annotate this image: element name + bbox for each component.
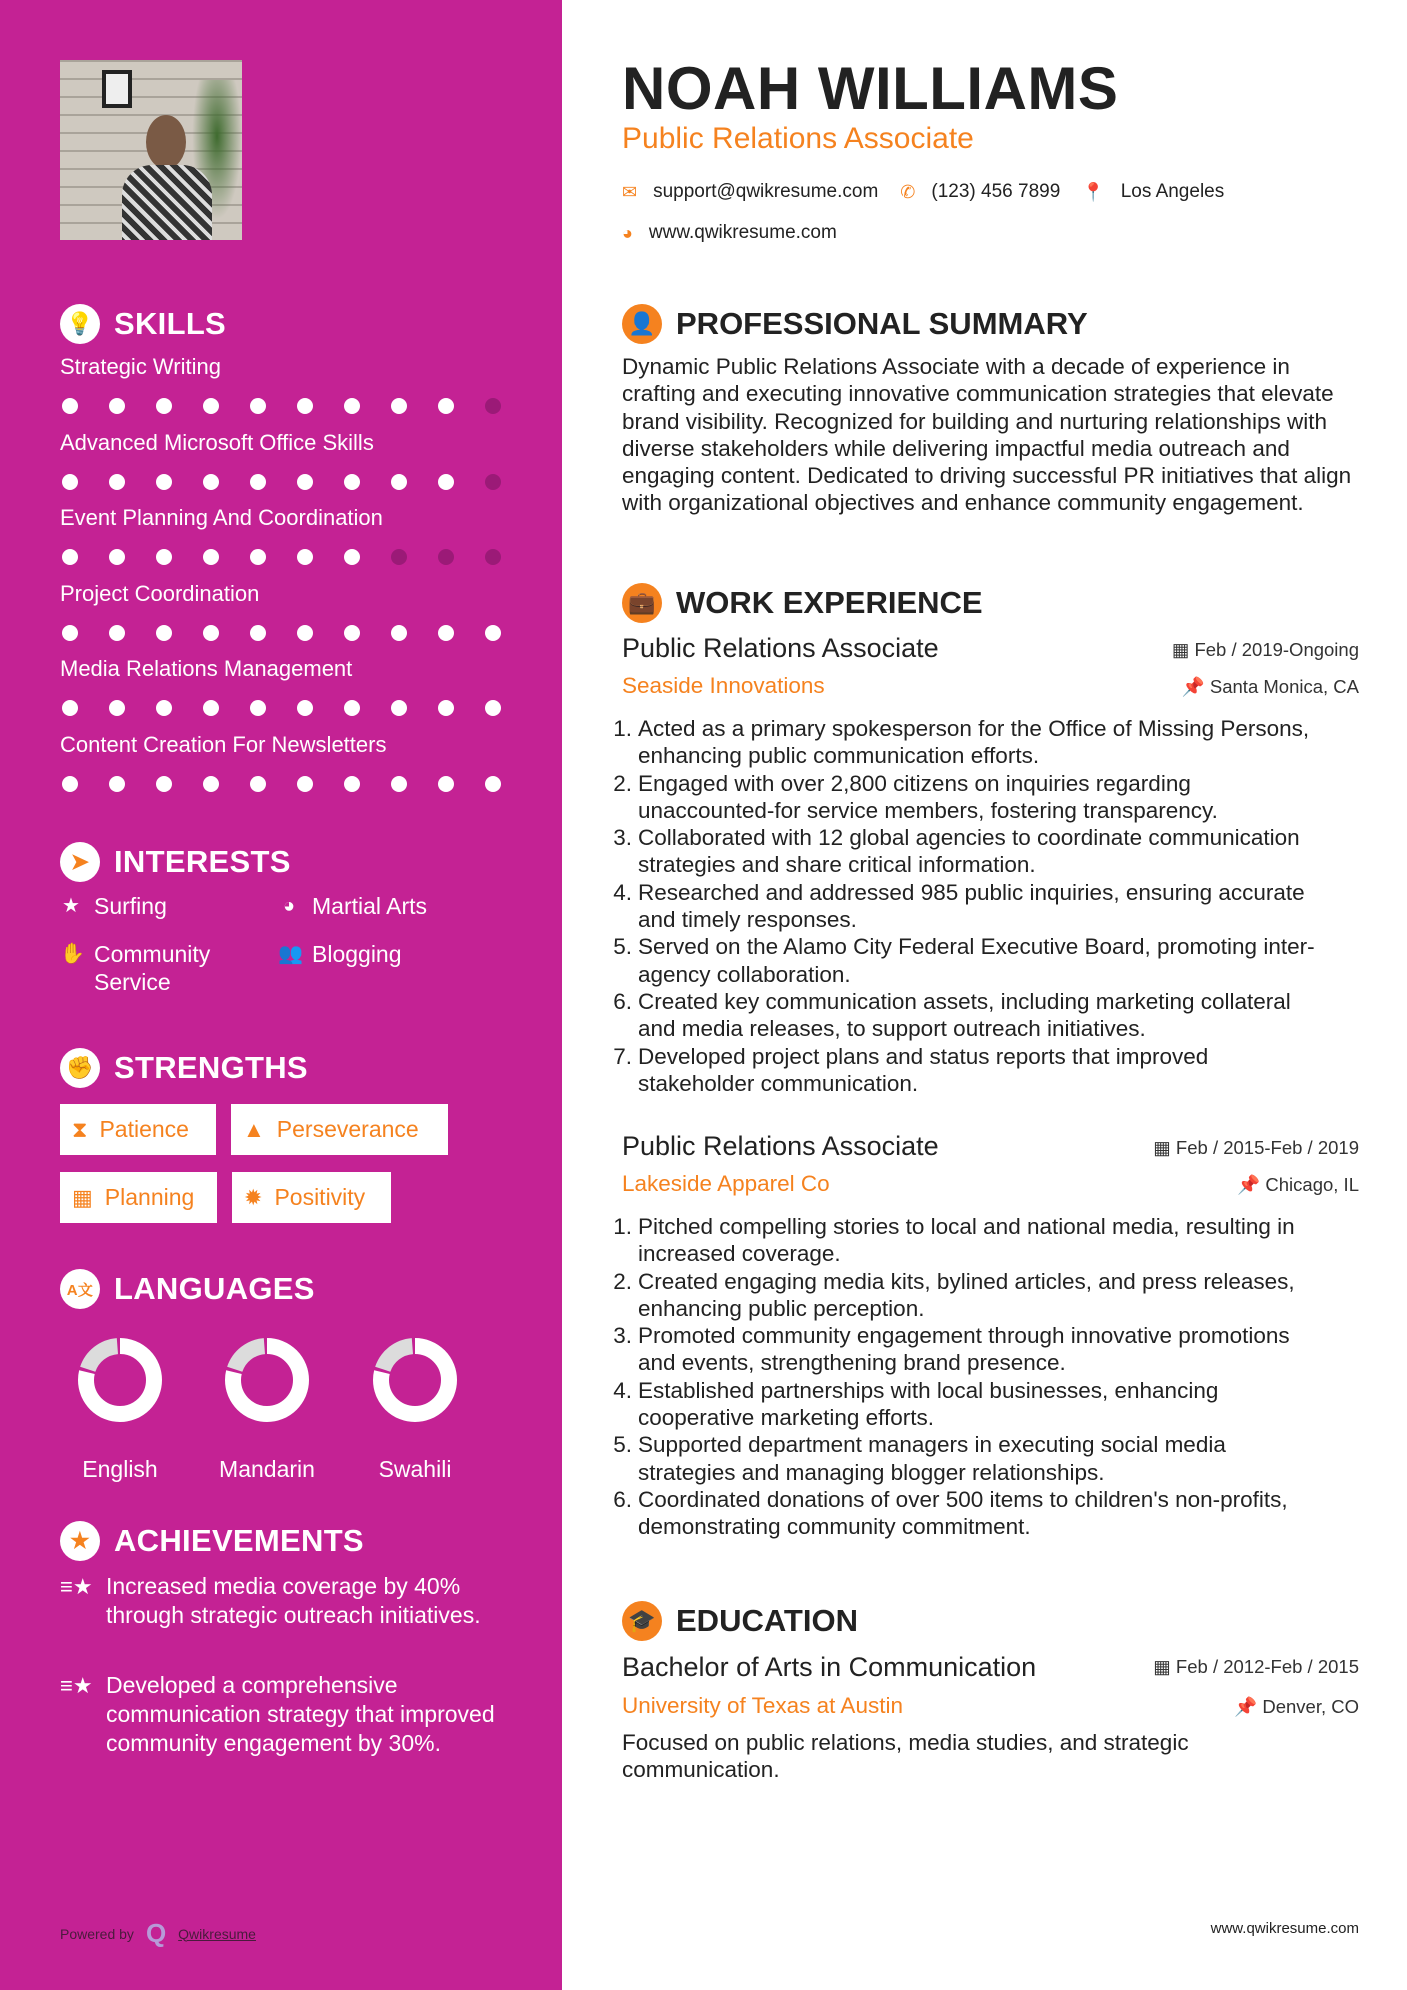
star-icon: ★ xyxy=(62,895,80,917)
responsibility-text: Acted as a primary spokesperson for the Office of Missing Persons, enhancing public communication efforts. xyxy=(638,716,1310,769)
job-title: Public Relations Associate xyxy=(622,633,939,663)
phone-icon: ✆ xyxy=(900,181,916,202)
skill-label: Advanced Microsoft Office Skills xyxy=(60,429,374,455)
responsibility-item xyxy=(612,1322,1322,1377)
responsibility-item xyxy=(612,1213,1322,1268)
rating-dot xyxy=(438,549,454,565)
item-number: 5. xyxy=(613,1432,632,1458)
shooting-star-icon: ★ xyxy=(60,1521,100,1561)
language-label: Mandarin xyxy=(219,1456,315,1482)
skill-label: Strategic Writing xyxy=(60,354,221,379)
rating-dot xyxy=(250,474,266,490)
language-donut xyxy=(370,1335,460,1425)
strength-label: Perseverance xyxy=(276,1116,419,1142)
language-label: Swahili xyxy=(378,1456,452,1482)
sun-icon: ✹ xyxy=(244,1184,263,1210)
rating-dot xyxy=(391,700,407,716)
rating-dot xyxy=(203,700,219,716)
job-dates xyxy=(1153,1137,1359,1159)
responsibility-text: Developed project plans and status reports that improved stakeholder communication. xyxy=(638,1043,1209,1096)
rating-dot xyxy=(485,776,501,792)
rating-dot xyxy=(391,549,407,565)
responsibility-text: Established partnerships with local businesses, enhancing cooperative marketing efforts. xyxy=(638,1377,1219,1431)
main-content xyxy=(562,0,1407,1990)
rating-dot xyxy=(250,549,266,565)
pin-icon: 📌 xyxy=(1234,1696,1263,1717)
language-icon: A文 xyxy=(60,1269,100,1309)
summary-title: PROFESSIONAL SUMMARY xyxy=(676,306,1088,341)
strengths-heading xyxy=(60,1048,308,1088)
qwikresume-link[interactable]: Qwikresume xyxy=(178,1925,256,1942)
skills-heading xyxy=(60,304,226,344)
responsibility-list xyxy=(612,1213,1322,1541)
rating-dot xyxy=(344,700,360,716)
interests-heading xyxy=(60,842,291,882)
experience-title: WORK EXPERIENCE xyxy=(676,585,983,620)
rating-dot xyxy=(109,549,125,565)
location-text: Chicago, IL xyxy=(1265,1174,1359,1195)
dates-text: Feb / 2015-Feb / 2019 xyxy=(1175,1137,1359,1158)
rating-dot xyxy=(485,700,501,716)
hourglass-icon: ⧗ xyxy=(72,1116,88,1142)
rating-dot xyxy=(297,625,313,641)
interest-item xyxy=(278,892,427,920)
rating-dot xyxy=(156,625,172,641)
qwikresume-logo-icon: Q xyxy=(145,1918,167,1948)
languages-heading xyxy=(60,1269,315,1309)
rating-dot xyxy=(156,700,172,716)
fist-icon: ✊ xyxy=(60,1048,100,1088)
user-icon: 👤 xyxy=(622,304,662,344)
envelope-icon: ✉ xyxy=(622,181,638,202)
candidate-title: Public Relations Associate xyxy=(622,122,974,155)
skill-item xyxy=(60,354,510,414)
strength-label: Planning xyxy=(104,1184,195,1210)
sidebar xyxy=(0,0,562,1990)
skill-item xyxy=(60,581,510,641)
users-icon: 👥 xyxy=(278,943,303,965)
rating-dot xyxy=(250,398,266,414)
item-number: 4. xyxy=(613,1377,632,1403)
rating-dot xyxy=(485,549,501,565)
rating-dot xyxy=(250,776,266,792)
rating-dot xyxy=(344,776,360,792)
phone-number: (123) 456 7899 xyxy=(931,181,1061,202)
language-donut xyxy=(222,1335,312,1425)
responsibility-text: Created key communication assets, including marketing collateral and media releases, to support outreach initiatives. xyxy=(638,988,1291,1042)
language-label: English xyxy=(82,1456,158,1482)
rating-dot xyxy=(109,625,125,641)
shooting-star-icon: ≡★ xyxy=(60,1574,93,1599)
rating-dot xyxy=(156,398,172,414)
skill-label: Event Planning And Coordination xyxy=(60,505,383,530)
rating-dot xyxy=(62,398,78,414)
responsibility-text: Coordinated donations of over 500 items to children's non-profits, demonstrating community commitment. xyxy=(638,1486,1288,1540)
calendar-icon: ▦ xyxy=(72,1184,93,1210)
responsibility-list xyxy=(612,715,1322,1097)
strength-label: Positivity xyxy=(274,1184,366,1210)
responsibility-text: Pitched compelling stories to local and national media, resulting in increased coverage. xyxy=(638,1214,1295,1267)
rating-dot xyxy=(438,700,454,716)
email-link[interactable]: support@qwikresume.com xyxy=(653,181,879,202)
degree: Bachelor of Arts in Communication xyxy=(622,1652,1037,1682)
rating-dot xyxy=(156,549,172,565)
rating-dot xyxy=(438,776,454,792)
powered-by xyxy=(60,1918,256,1949)
rating-dot xyxy=(297,398,313,414)
responsibility-item xyxy=(612,1377,1322,1432)
calendar-icon: ▦ xyxy=(1171,639,1195,660)
job-location xyxy=(1237,1174,1359,1196)
language-item xyxy=(192,1335,342,1483)
achievement-item xyxy=(60,1572,510,1630)
item-number: 1. xyxy=(613,716,632,741)
rating-dot xyxy=(203,398,219,414)
rating-dot xyxy=(62,776,78,792)
rating-dot xyxy=(485,625,501,641)
graduation-icon: 🎓 xyxy=(622,1601,662,1641)
lightbulb-icon: 💡 xyxy=(60,304,100,344)
languages-title: LANGUAGES xyxy=(114,1271,315,1306)
rating-dot xyxy=(297,776,313,792)
website-link[interactable]: www.qwikresume.com xyxy=(648,222,837,243)
education-location xyxy=(1234,1696,1359,1718)
interest-item xyxy=(60,892,167,920)
pin-icon: 📌 xyxy=(1181,676,1210,697)
strength-badge xyxy=(231,1104,448,1155)
skill-rating xyxy=(60,549,510,565)
responsibility-item xyxy=(612,770,1322,825)
shooting-star-icon: ≡★ xyxy=(60,1673,93,1698)
item-number: 2. xyxy=(613,1268,632,1294)
responsibility-item xyxy=(612,824,1322,879)
skill-item xyxy=(60,505,510,565)
achievements-heading xyxy=(60,1521,364,1561)
responsibility-text: Served on the Alamo City Federal Executive Board, promoting inter-agency collaboration. xyxy=(638,934,1315,987)
responsibility-item xyxy=(612,933,1322,988)
rating-dot xyxy=(297,549,313,565)
rating-dot xyxy=(62,549,78,565)
rating-dot xyxy=(438,398,454,414)
responsibility-item xyxy=(612,715,1322,770)
rating-dot xyxy=(391,625,407,641)
item-number: 1. xyxy=(613,1214,632,1239)
interest-item xyxy=(60,940,240,996)
skill-rating xyxy=(60,474,510,490)
job-dates xyxy=(1172,639,1359,661)
rating-dot xyxy=(438,625,454,641)
rating-dot xyxy=(391,398,407,414)
location-text: Santa Monica, CA xyxy=(1209,676,1359,697)
item-number: 3. xyxy=(613,825,632,851)
skills-title: SKILLS xyxy=(114,306,227,341)
rating-dot xyxy=(391,776,407,792)
calendar-icon: ▦ xyxy=(1153,1137,1176,1158)
rating-dot xyxy=(62,625,78,641)
responsibility-item xyxy=(612,1486,1322,1541)
strength-label: Patience xyxy=(99,1116,189,1142)
responsibility-item xyxy=(612,1268,1322,1323)
rating-dot xyxy=(109,474,125,490)
interest-label: Community Service xyxy=(94,941,211,995)
language-item xyxy=(340,1335,490,1483)
item-number: 6. xyxy=(613,988,632,1014)
item-number: 2. xyxy=(613,770,632,796)
language-donut xyxy=(75,1335,165,1425)
rating-dot xyxy=(62,700,78,716)
rating-dot xyxy=(250,625,266,641)
rating-dot xyxy=(344,549,360,565)
rating-dot xyxy=(203,625,219,641)
powered-by-label: Powered by xyxy=(60,1925,134,1942)
job-location xyxy=(1182,676,1359,698)
responsibility-item xyxy=(612,879,1322,934)
responsibility-item xyxy=(612,1431,1322,1486)
rating-dot xyxy=(109,398,125,414)
interest-label: Surfing xyxy=(94,893,167,919)
rating-dot xyxy=(485,474,501,490)
school: University of Texas at Austin xyxy=(622,1693,903,1718)
responsibility-text: Supported department managers in executing social media strategies and managing blogger relationships. xyxy=(638,1432,1226,1485)
rating-dot xyxy=(109,700,125,716)
achievement-text: Developed a comprehensive communication strategy that improved community engagement by 30%. xyxy=(106,1672,495,1756)
footer-website[interactable]: www.qwikresume.com xyxy=(1210,1920,1359,1937)
rating-dot xyxy=(344,625,360,641)
globe-icon: ◕ xyxy=(622,222,633,243)
interest-label: Blogging xyxy=(312,941,402,967)
interest-label: Martial Arts xyxy=(312,893,428,919)
responsibility-text: Researched and addressed 985 public inquiries, ensuring accurate and timely responses. xyxy=(638,879,1305,933)
skill-item xyxy=(60,732,510,792)
item-number: 4. xyxy=(613,879,632,905)
skill-label: Media Relations Management xyxy=(60,656,353,681)
responsibility-item xyxy=(612,1043,1322,1098)
globe-icon: ◕ xyxy=(282,895,296,917)
skill-label: Content Creation For Newsletters xyxy=(60,731,387,757)
responsibility-item xyxy=(612,988,1322,1043)
item-number: 3. xyxy=(613,1323,632,1349)
rating-dot xyxy=(203,549,219,565)
dates-text: Feb / 2012-Feb / 2015 xyxy=(1175,1656,1359,1677)
responsibility-text: Engaged with over 2,800 citizens on inquiries regarding unaccounted-for service members, fostering transparency. xyxy=(638,770,1218,823)
education-text: Focused on public relations, media studies, and strategic communication. xyxy=(622,1730,1189,1783)
hand-icon: ✋ xyxy=(60,943,85,965)
strengths-title: STRENGTHS xyxy=(114,1050,308,1085)
profile-photo xyxy=(60,60,242,240)
skill-item xyxy=(60,430,510,490)
website-row xyxy=(622,222,837,244)
map-pin-icon: 📍 xyxy=(1082,181,1105,202)
skill-rating xyxy=(60,776,510,792)
rating-dot xyxy=(250,700,266,716)
rating-dot xyxy=(203,776,219,792)
education-heading xyxy=(622,1601,858,1641)
skill-rating xyxy=(60,700,510,716)
summary-heading xyxy=(622,304,1088,344)
rating-dot xyxy=(344,398,360,414)
achievement-text: Increased media coverage by 40% through strategic outreach initiatives. xyxy=(106,1573,481,1628)
achievements-title: ACHIEVEMENTS xyxy=(114,1523,364,1558)
road-icon: ▲ xyxy=(243,1116,265,1142)
rating-dot xyxy=(344,474,360,490)
candidate-name: NOAH WILLIAMS xyxy=(622,55,1119,122)
interests-title: INTERESTS xyxy=(114,844,291,879)
paper-plane-icon: ➤ xyxy=(60,842,100,882)
job-title: Public Relations Associate xyxy=(622,1131,939,1161)
education-title: EDUCATION xyxy=(676,1603,858,1638)
strength-badge xyxy=(60,1104,216,1155)
contact-row xyxy=(622,181,1224,203)
skill-label: Project Coordination xyxy=(60,580,260,606)
company-name: Lakeside Apparel Co xyxy=(622,1171,830,1196)
rating-dot xyxy=(297,474,313,490)
rating-dot xyxy=(391,474,407,490)
skill-item xyxy=(60,656,510,716)
language-item xyxy=(45,1335,195,1483)
item-number: 6. xyxy=(613,1486,632,1512)
briefcase-icon: 💼 xyxy=(622,583,662,623)
strength-badge xyxy=(232,1172,391,1223)
education-dates xyxy=(1153,1656,1359,1678)
pin-icon: 📌 xyxy=(1237,1174,1266,1195)
experience-heading xyxy=(622,583,983,623)
company-name: Seaside Innovations xyxy=(622,673,825,698)
interest-item xyxy=(278,940,402,968)
responsibility-text: Collaborated with 12 global agencies to coordinate communication strategies and share critical information. xyxy=(638,825,1300,878)
rating-dot xyxy=(156,776,172,792)
skill-rating xyxy=(60,625,510,641)
rating-dot xyxy=(156,474,172,490)
rating-dot xyxy=(62,474,78,490)
location: Los Angeles xyxy=(1120,181,1225,202)
strength-badge xyxy=(60,1172,217,1223)
skill-rating xyxy=(60,398,510,414)
dates-text: Feb / 2019-Ongoing xyxy=(1194,639,1359,660)
rating-dot xyxy=(203,474,219,490)
rating-dot xyxy=(485,398,501,414)
rating-dot xyxy=(109,776,125,792)
summary-text: Dynamic Public Relations Associate with a decade of experience in crafting and executing innovative communication strategies that elevate brand visibility. Recognized for building and nurturing relationships with diverse stakeholders while delivering impactful media outreach and engaging content. Dedicated to driving successful PR initiatives that align with organizational objectives and enhance community engagement. xyxy=(622,354,1352,516)
location-text: Denver, CO xyxy=(1262,1696,1359,1717)
item-number: 7. xyxy=(613,1043,632,1069)
achievement-item xyxy=(60,1671,510,1758)
rating-dot xyxy=(438,474,454,490)
rating-dot xyxy=(297,700,313,716)
responsibility-text: Created engaging media kits, bylined articles, and press releases, enhancing public perception. xyxy=(638,1268,1295,1321)
item-number: 5. xyxy=(613,934,632,960)
responsibility-text: Promoted community engagement through innovative promotions and events, strengthening brand presence. xyxy=(638,1323,1290,1376)
calendar-icon: ▦ xyxy=(1153,1656,1176,1677)
